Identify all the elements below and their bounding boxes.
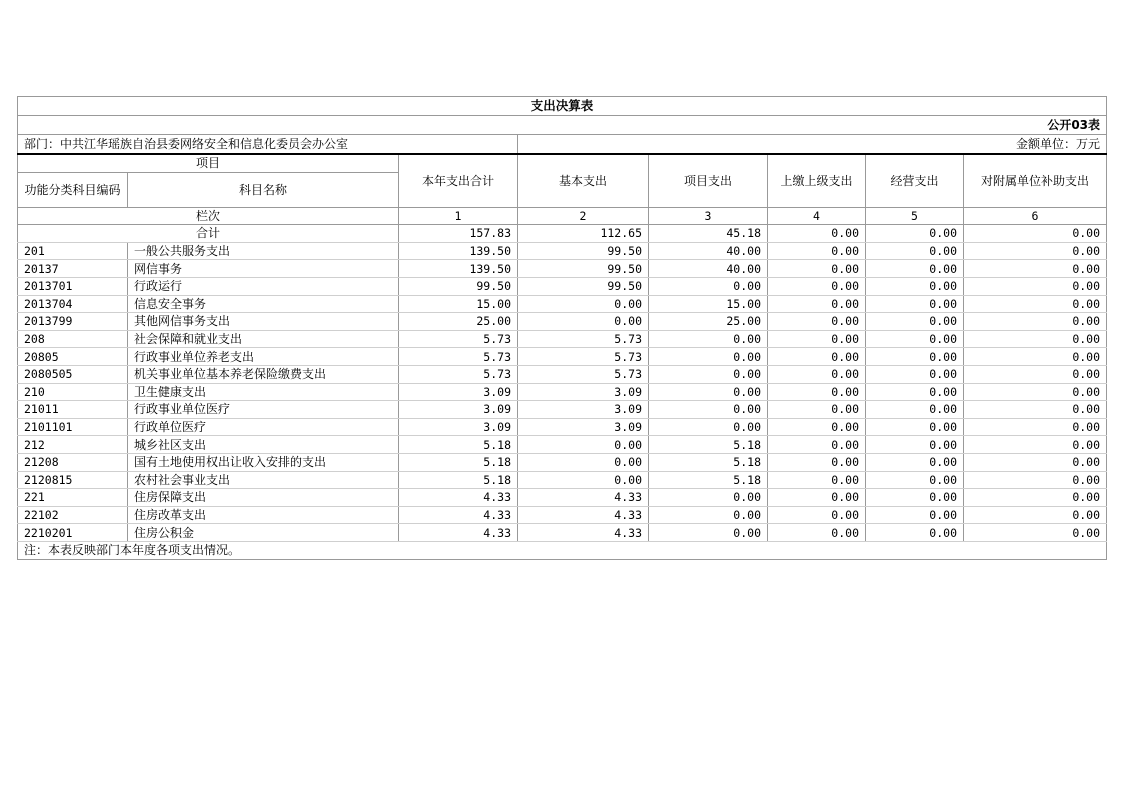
row-value: 5.73	[518, 365, 649, 383]
table-row	[18, 365, 1107, 383]
row-code: 2101101	[18, 418, 128, 436]
row-value: 0.00	[964, 524, 1107, 542]
header-basic-expenditure: 基本支出	[518, 154, 649, 207]
row-value: 0.00	[866, 330, 964, 348]
col-number: 5	[866, 207, 964, 225]
note-row	[18, 541, 1107, 559]
row-value: 0.00	[964, 436, 1107, 454]
table-row	[18, 489, 1107, 507]
row-value: 0.00	[768, 277, 866, 295]
row-value: 0.00	[518, 295, 649, 313]
row-code: 208	[18, 330, 128, 348]
row-value: 5.73	[399, 365, 518, 383]
table-row	[18, 453, 1107, 471]
table-row	[18, 260, 1107, 278]
row-value: 0.00	[866, 383, 964, 401]
row-code: 21011	[18, 401, 128, 419]
row-subject-name: 城乡社区支出	[128, 436, 399, 454]
row-value: 0.00	[964, 365, 1107, 383]
row-subject-name: 农村社会事业支出	[128, 471, 399, 489]
expenditure-table	[17, 96, 1107, 560]
row-value: 0.00	[866, 453, 964, 471]
row-code: 20137	[18, 260, 128, 278]
row-code: 212	[18, 436, 128, 454]
row-value: 5.73	[518, 330, 649, 348]
row-value: 0.00	[768, 348, 866, 366]
row-subject-name: 住房保障支出	[128, 489, 399, 507]
table-row	[18, 313, 1107, 331]
row-value: 0.00	[964, 330, 1107, 348]
row-value: 0.00	[518, 313, 649, 331]
table-row	[18, 277, 1107, 295]
row-value: 0.00	[649, 277, 768, 295]
table-row	[18, 436, 1107, 454]
table-row	[18, 471, 1107, 489]
header-project-expenditure: 项目支出	[649, 154, 768, 207]
row-code: 2210201	[18, 524, 128, 542]
row-value: 5.18	[649, 436, 768, 454]
row-value: 0.00	[768, 242, 866, 260]
row-value: 99.50	[518, 242, 649, 260]
row-value: 0.00	[866, 401, 964, 419]
row-value: 4.33	[399, 506, 518, 524]
row-value: 139.50	[399, 260, 518, 278]
row-subject-name: 住房公积金	[128, 524, 399, 542]
row-value: 4.33	[518, 524, 649, 542]
row-value: 0.00	[768, 524, 866, 542]
row-value: 0.00	[964, 453, 1107, 471]
row-value: 0.00	[964, 489, 1107, 507]
table-row	[18, 506, 1107, 524]
row-value: 0.00	[649, 524, 768, 542]
col-number: 6	[964, 207, 1107, 225]
row-value: 0.00	[964, 383, 1107, 401]
row-value: 0.00	[866, 506, 964, 524]
row-value: 3.09	[518, 383, 649, 401]
total-value: 0.00	[768, 225, 866, 243]
header-project-group: 项目	[18, 154, 399, 172]
header-subject-name: 科目名称	[128, 172, 399, 207]
row-value: 0.00	[866, 365, 964, 383]
row-code: 2013799	[18, 313, 128, 331]
row-value: 0.00	[518, 453, 649, 471]
row-value: 0.00	[649, 401, 768, 419]
row-value: 0.00	[964, 401, 1107, 419]
row-code: 2080505	[18, 365, 128, 383]
row-value: 0.00	[866, 242, 964, 260]
row-value: 0.00	[768, 506, 866, 524]
row-value: 0.00	[768, 489, 866, 507]
row-subject-name: 住房改革支出	[128, 506, 399, 524]
row-value: 0.00	[866, 348, 964, 366]
row-value: 0.00	[649, 330, 768, 348]
row-subject-name: 信息安全事务	[128, 295, 399, 313]
row-value: 0.00	[518, 471, 649, 489]
row-value: 25.00	[399, 313, 518, 331]
row-value: 0.00	[649, 365, 768, 383]
row-value: 0.00	[964, 277, 1107, 295]
row-value: 40.00	[649, 242, 768, 260]
row-value: 5.73	[399, 330, 518, 348]
expenditure-final-accounts-sheet	[17, 96, 1106, 560]
total-label: 合计	[18, 225, 399, 243]
table-row	[18, 418, 1107, 436]
total-row	[18, 225, 1107, 243]
lanci-label: 栏次	[18, 207, 399, 225]
row-value: 4.33	[518, 506, 649, 524]
table-row	[18, 524, 1107, 542]
table-note: 注：本表反映部门本年度各项支出情况。	[18, 541, 1107, 559]
row-value: 4.33	[399, 524, 518, 542]
row-value: 139.50	[399, 242, 518, 260]
row-value: 0.00	[964, 348, 1107, 366]
row-value: 0.00	[866, 418, 964, 436]
row-code: 2013701	[18, 277, 128, 295]
total-value: 0.00	[964, 225, 1107, 243]
col-number: 2	[518, 207, 649, 225]
row-value: 0.00	[866, 313, 964, 331]
row-value: 0.00	[649, 489, 768, 507]
col-number: 4	[768, 207, 866, 225]
row-value: 3.09	[399, 383, 518, 401]
row-value: 0.00	[768, 365, 866, 383]
row-code: 20805	[18, 348, 128, 366]
total-value: 157.83	[399, 225, 518, 243]
row-code: 210	[18, 383, 128, 401]
row-value: 15.00	[399, 295, 518, 313]
row-value: 0.00	[768, 401, 866, 419]
col-number: 3	[649, 207, 768, 225]
row-value: 4.33	[518, 489, 649, 507]
row-value: 0.00	[768, 295, 866, 313]
row-subject-name: 行政单位医疗	[128, 418, 399, 436]
row-value: 0.00	[518, 436, 649, 454]
col-number: 1	[399, 207, 518, 225]
row-subject-name: 机关事业单位基本养老保险缴费支出	[128, 365, 399, 383]
row-value: 0.00	[964, 313, 1107, 331]
row-value: 5.73	[518, 348, 649, 366]
row-value: 0.00	[964, 506, 1107, 524]
row-value: 0.00	[866, 277, 964, 295]
row-subject-name: 行政运行	[128, 277, 399, 295]
row-value: 0.00	[866, 436, 964, 454]
table-row	[18, 330, 1107, 348]
row-value: 15.00	[649, 295, 768, 313]
form-number: 公开03表	[18, 116, 1107, 135]
row-value: 0.00	[866, 524, 964, 542]
header-remit-superior: 上缴上级支出	[768, 154, 866, 207]
table-row	[18, 242, 1107, 260]
table-row	[18, 295, 1107, 313]
title-row	[18, 97, 1107, 116]
row-value: 0.00	[768, 436, 866, 454]
table-row	[18, 401, 1107, 419]
row-value: 5.18	[399, 471, 518, 489]
row-value: 5.18	[399, 436, 518, 454]
column-number-row	[18, 207, 1107, 225]
header-row-1	[18, 154, 1107, 172]
row-value: 0.00	[964, 260, 1107, 278]
table-title: 支出决算表	[18, 97, 1107, 116]
row-subject-name: 网信事务	[128, 260, 399, 278]
row-subject-name: 卫生健康支出	[128, 383, 399, 401]
row-code: 22102	[18, 506, 128, 524]
row-value: 99.50	[399, 277, 518, 295]
row-value: 5.18	[399, 453, 518, 471]
row-value: 0.00	[866, 295, 964, 313]
row-code: 21208	[18, 453, 128, 471]
row-value: 0.00	[768, 471, 866, 489]
row-subject-name: 行政事业单位医疗	[128, 401, 399, 419]
row-value: 5.18	[649, 471, 768, 489]
row-value: 3.09	[399, 418, 518, 436]
unit-label: 金额单位：万元	[518, 135, 1107, 155]
department-label: 部门：中共江华瑶族自治县委网络安全和信息化委员会办公室	[18, 135, 518, 155]
total-value: 45.18	[649, 225, 768, 243]
table-row	[18, 383, 1107, 401]
row-value: 99.50	[518, 260, 649, 278]
row-value: 5.18	[649, 453, 768, 471]
row-subject-name: 一般公共服务支出	[128, 242, 399, 260]
row-value: 0.00	[866, 471, 964, 489]
row-code: 2120815	[18, 471, 128, 489]
row-value: 0.00	[768, 453, 866, 471]
header-operating-expenditure: 经营支出	[866, 154, 964, 207]
row-value: 0.00	[964, 295, 1107, 313]
row-code: 2013704	[18, 295, 128, 313]
table-row	[18, 348, 1107, 366]
row-value: 0.00	[964, 418, 1107, 436]
total-value: 0.00	[866, 225, 964, 243]
row-value: 3.09	[518, 401, 649, 419]
row-subject-name: 国有土地使用权出让收入安排的支出	[128, 453, 399, 471]
row-value: 0.00	[964, 471, 1107, 489]
row-value: 0.00	[768, 313, 866, 331]
form-number-row	[18, 116, 1107, 135]
row-value: 0.00	[768, 260, 866, 278]
row-subject-name: 其他网信事务支出	[128, 313, 399, 331]
row-value: 0.00	[649, 348, 768, 366]
row-value: 4.33	[399, 489, 518, 507]
header-total-expenditure: 本年支出合计	[399, 154, 518, 207]
row-value: 5.73	[399, 348, 518, 366]
row-value: 0.00	[866, 260, 964, 278]
row-value: 0.00	[649, 383, 768, 401]
row-value: 99.50	[518, 277, 649, 295]
row-value: 0.00	[768, 418, 866, 436]
department-row	[18, 135, 1107, 155]
row-subject-name: 行政事业单位养老支出	[128, 348, 399, 366]
row-code: 201	[18, 242, 128, 260]
row-value: 0.00	[768, 330, 866, 348]
row-value: 0.00	[768, 383, 866, 401]
row-value: 0.00	[866, 489, 964, 507]
header-function-code: 功能分类科目编码	[18, 172, 128, 207]
row-value: 3.09	[518, 418, 649, 436]
row-value: 40.00	[649, 260, 768, 278]
row-value: 0.00	[649, 418, 768, 436]
row-subject-name: 社会保障和就业支出	[128, 330, 399, 348]
row-value: 25.00	[649, 313, 768, 331]
total-value: 112.65	[518, 225, 649, 243]
row-code: 221	[18, 489, 128, 507]
row-value: 3.09	[399, 401, 518, 419]
row-value: 0.00	[649, 506, 768, 524]
header-subsidiary-subsidy: 对附属单位补助支出	[964, 154, 1107, 207]
row-value: 0.00	[964, 242, 1107, 260]
